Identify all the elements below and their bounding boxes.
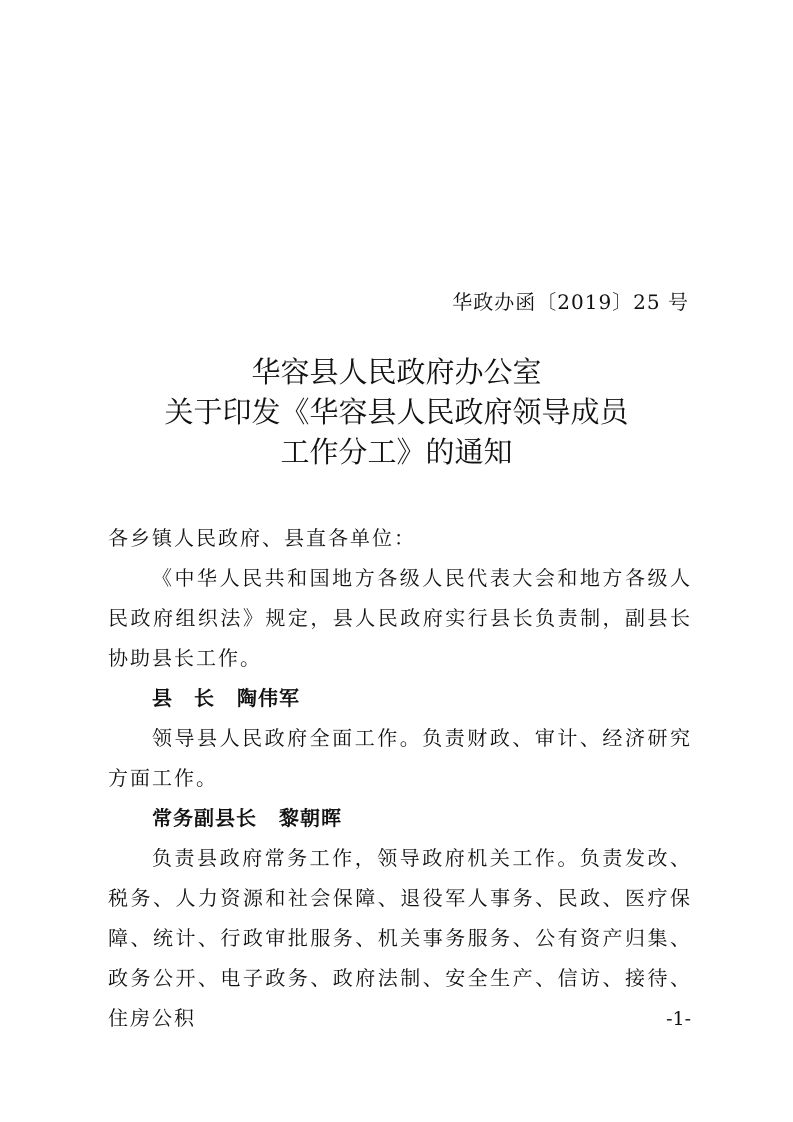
section-heading-county-head	[108, 678, 692, 718]
section-person-name: 黎朝晖	[279, 806, 342, 830]
page-number: -1-	[666, 1008, 691, 1030]
section-role: 县 长	[152, 686, 215, 710]
section-role: 常务副县长	[152, 806, 257, 830]
title-line-1: 华容县人民政府办公室	[251, 355, 542, 389]
document-title	[0, 352, 793, 472]
title-line-3: 工作分工》的通知	[280, 435, 513, 469]
document-body	[108, 518, 692, 1038]
section-person-name: 陶伟军	[237, 686, 300, 710]
title-line-2: 关于印发《华容县人民政府领导成员	[164, 395, 629, 429]
section-text-executive-deputy: 负责县政府常务工作，领导政府机关工作。负责发改、税务、人力资源和社会保障、退役军人事务、民政、医疗保障、统计、行政审批服务、机关事务服务、公有资产归集、政务公开、电子政务、政府法制、安全生产、信访、接待、住房公积	[108, 846, 692, 1030]
salutation: 各乡镇人民政府、县直各单位：	[108, 526, 416, 550]
intro-paragraph: 《中华人民共和国地方各级人民代表大会和地方各级人民政府组织法》规定，县人民政府实行县长负责制，副县长协助县长工作。	[108, 566, 692, 670]
document-number: 华政办函〔2019〕25 号	[452, 290, 689, 314]
section-heading-executive-deputy	[108, 798, 692, 838]
section-text-county-head: 领导县人民政府全面工作。负责财政、审计、经济研究方面工作。	[108, 726, 692, 790]
